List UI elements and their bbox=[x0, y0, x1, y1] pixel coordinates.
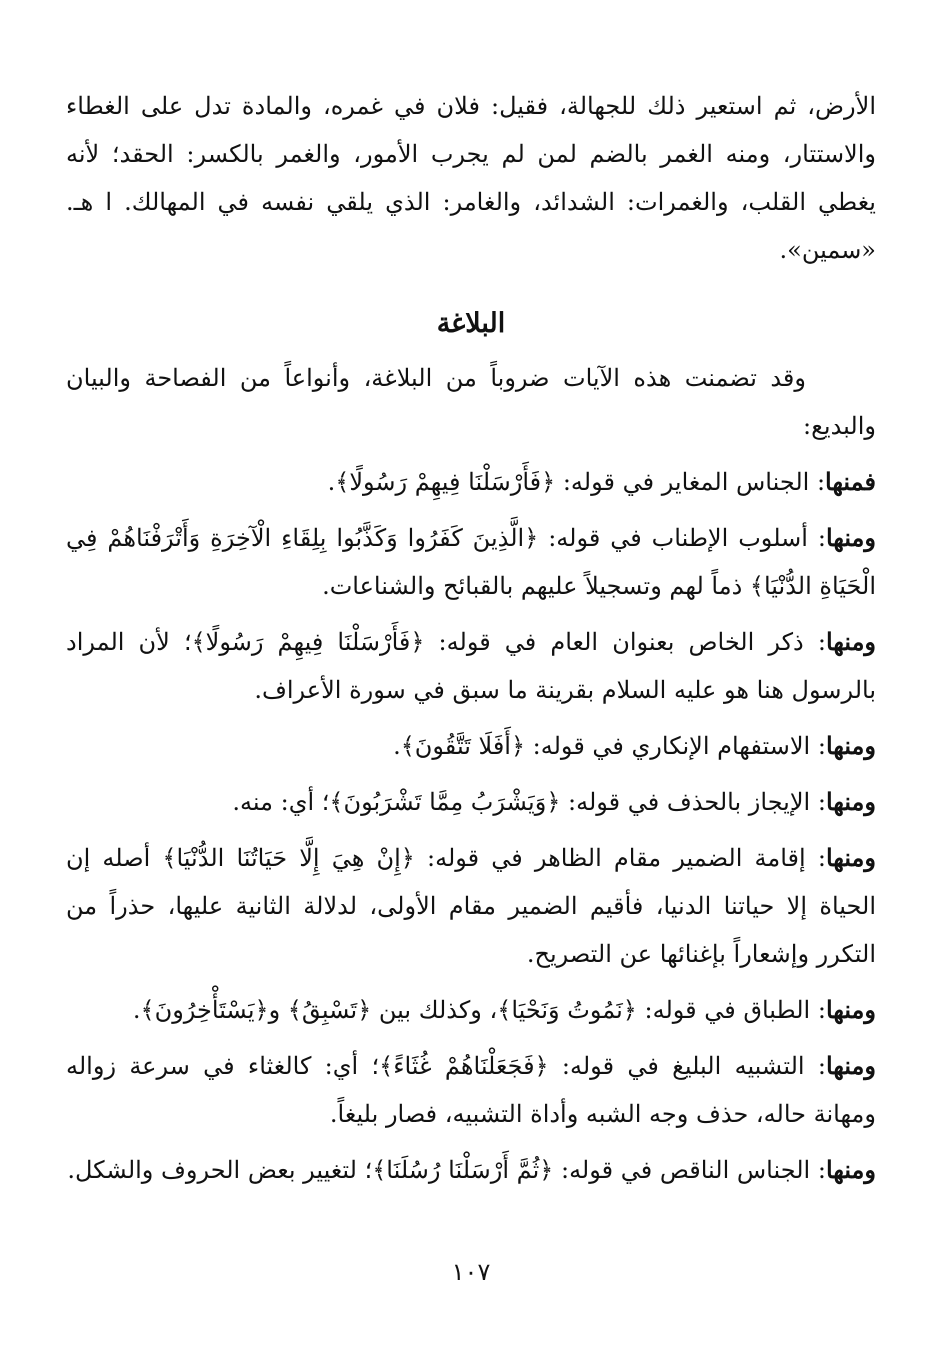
item-lead: فمنها bbox=[825, 467, 876, 496]
list-item bbox=[66, 722, 876, 770]
list-item bbox=[66, 458, 876, 506]
list-item bbox=[66, 514, 876, 610]
item-lead: ومنها bbox=[825, 627, 877, 656]
list-item bbox=[66, 1146, 876, 1194]
item-text: : التشبيه البليغ في قوله: ﴿فَجَعَلْنَاهُمْ غُثَاءً﴾؛ أي: كالغثاء في سرعة زواله ومهانة حاله، حذف وجه الشبه وأداة التشبيه، فصار بليغاً. bbox=[66, 1052, 876, 1128]
item-lead: ومنها bbox=[825, 787, 876, 816]
intro-paragraph: الأرض، ثم استعير ذلك للجهالة، فقيل: فلان في غمره، والمادة تدل على الغطاء والاستتار، ومنه الغمر بالضم لمن لم يجرب الأمور، والغمر بالكسر: الحقد؛ لأنه يغطي القلب، والغمرات: الشدائد، والغامر: الذي يلقي نفسه في المهالك. ا هـ. «سمين». bbox=[66, 92, 876, 264]
item-lead: ومنها bbox=[825, 1155, 876, 1184]
list-item bbox=[66, 834, 876, 978]
item-lead: ومنها bbox=[825, 995, 876, 1024]
list-item bbox=[66, 1042, 876, 1138]
item-lead: ومنها bbox=[825, 731, 876, 760]
list-item bbox=[66, 986, 876, 1034]
item-text: : ذكر الخاص بعنوان العام في قوله: ﴿فَأَرْسَلْنَا فِيهِمْ رَسُولًا﴾؛ لأن المراد بالرسول هنا هو عليه السلام بقرينة ما سبق في سورة الأعراف. bbox=[66, 628, 876, 704]
item-text: : إقامة الضمير مقام الظاهر في قوله: ﴿إِنْ هِيَ إِلَّا حَيَاتُنَا الدُّنْيَا﴾ أصله إن الحياة إلا حياتنا الدنيا، فأقيم الضمير مقام الأولى، لدلالة الثانية عليها، حذراً من التكرر وإشعاراً بإغنائها عن التصريح. bbox=[66, 844, 876, 968]
list-item bbox=[66, 618, 876, 714]
item-lead: ومنها bbox=[825, 843, 876, 872]
page-number: ١٠٧ bbox=[451, 1258, 491, 1286]
item-text: : الجناس المغاير في قوله: ﴿فَأَرْسَلْنَا فِيهِمْ رَسُولًا﴾. bbox=[327, 468, 826, 496]
section-title: البلاغة bbox=[436, 308, 506, 339]
item-lead: ومنها bbox=[825, 1051, 876, 1080]
item-text: : أسلوب الإطناب في قوله: ﴿الَّذِينَ كَفَرُوا وَكَذَّبُوا بِلِقَاءِ الْآخِرَةِ وَأَتْرَفْنَاهُمْ فِي الْحَيَاةِ الدُّنْيَا﴾ ذماً لهم وتسجيلاً عليهم بالقبائح والشناعات. bbox=[66, 524, 876, 600]
list-item bbox=[66, 778, 876, 826]
item-text: : الإيجاز بالحذف في قوله: ﴿وَيَشْرَبُ مِمَّا تَشْرَبُونَ﴾؛ أي: منه. bbox=[232, 788, 826, 816]
item-text: : الاستفهام الإنكاري في قوله: ﴿أَفَلَا تَتَّقُونَ﴾. bbox=[393, 732, 826, 760]
item-text: : الطباق في قوله: ﴿نَمُوتُ وَنَحْيَا﴾، وكذلك بين ﴿تَسْبِقُ﴾ و﴿يَسْتَأْخِرُونَ﴾. bbox=[132, 996, 826, 1024]
item-lead: ومنها bbox=[825, 523, 876, 552]
item-text: : الجناس الناقص في قوله: ﴿ثُمَّ أَرْسَلْنَا رُسُلَنَا﴾؛ لتغيير بعض الحروف والشكل. bbox=[67, 1156, 826, 1184]
section-opening: وقد تضمنت هذه الآيات ضروباً من البلاغة، وأنواعاً من الفصاحة والبيان والبديع: bbox=[66, 364, 876, 440]
